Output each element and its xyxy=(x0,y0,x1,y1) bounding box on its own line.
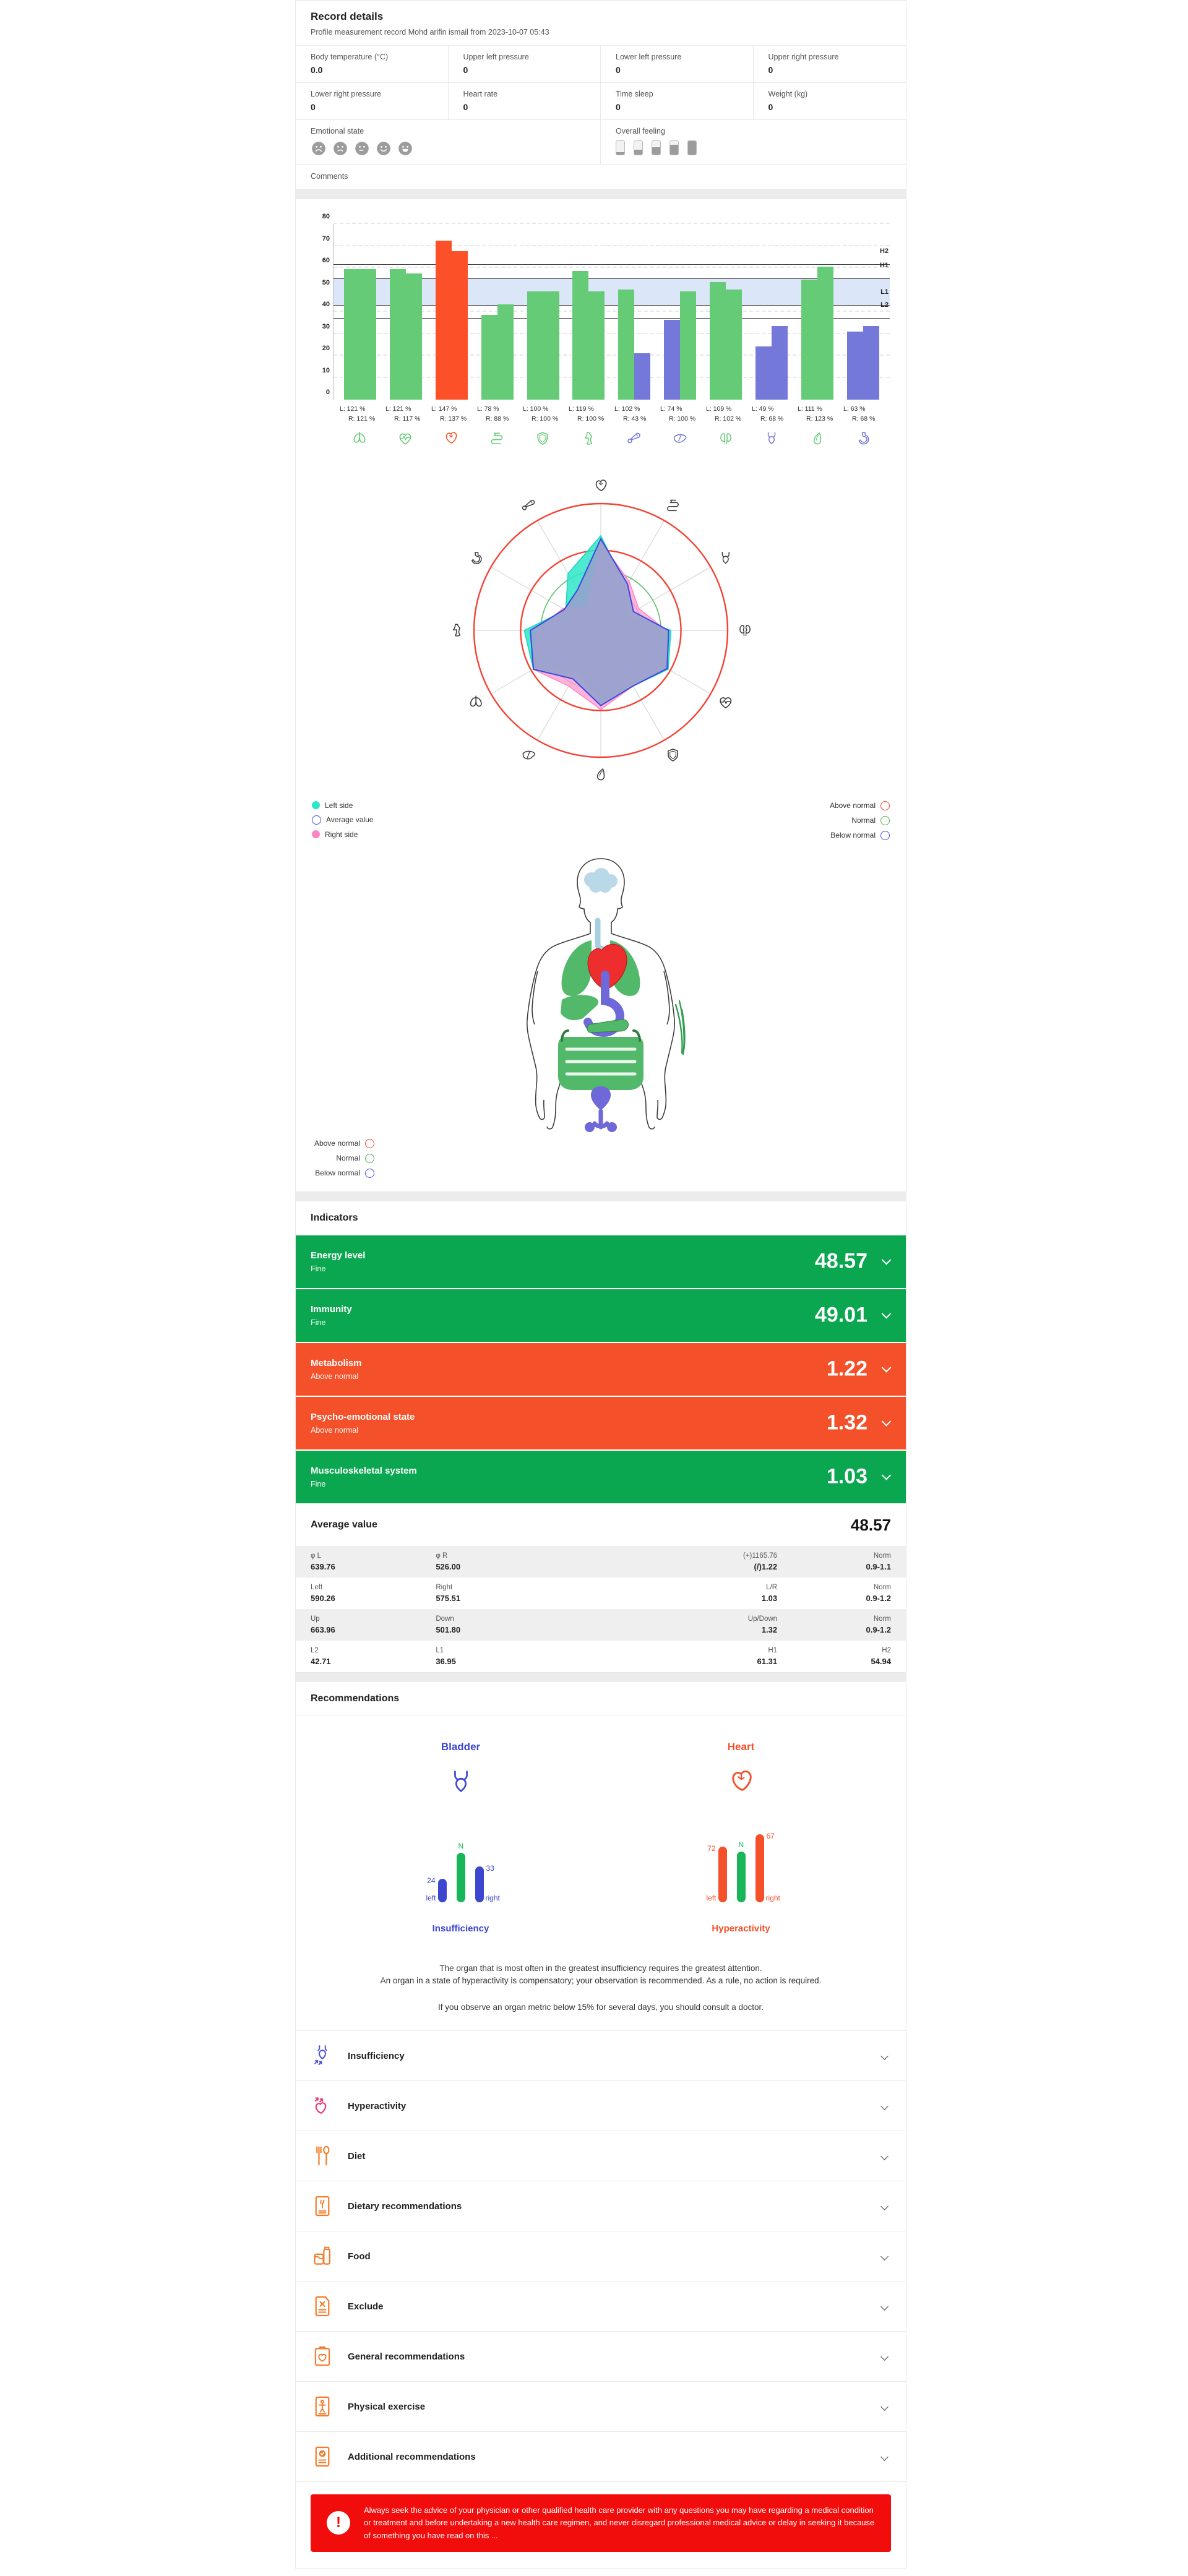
body-legend-item: Normal xyxy=(312,1154,890,1163)
table-cell: φ R 526.00 xyxy=(436,1552,461,1571)
record-field[interactable] xyxy=(449,46,601,83)
exclude-icon xyxy=(311,2295,334,2318)
legend-item: Left side xyxy=(312,801,374,810)
y-tick: 40 xyxy=(322,301,330,308)
chevron-down-icon[interactable] xyxy=(882,1309,892,1319)
bar-right[interactable] xyxy=(497,304,514,400)
throat-icon xyxy=(454,624,460,636)
organ-mini-chart: 72 left N 67 right xyxy=(706,1831,780,1902)
average-table xyxy=(296,1546,906,1672)
overall-feeling-label: Overall feeling xyxy=(616,127,665,135)
bar-pair-bladder[interactable] xyxy=(755,326,788,400)
bar-label: L: 119 % R: 100 % xyxy=(569,405,605,423)
radar-legend xyxy=(296,791,906,845)
diet-icon xyxy=(311,2144,334,2168)
chevron-down-icon[interactable] xyxy=(880,2202,889,2210)
bar-left[interactable] xyxy=(847,332,863,400)
table-cell: (+)1165.76 (/)1.22 xyxy=(742,1552,778,1571)
lungs-icon xyxy=(471,696,481,706)
table-row xyxy=(296,1578,906,1609)
field-value: 0 xyxy=(463,65,468,75)
field-label: Heart rate xyxy=(463,90,498,98)
chevron-down-icon[interactable] xyxy=(880,2403,889,2411)
bar-pair-shield[interactable] xyxy=(527,291,559,400)
emotional-state-cell xyxy=(296,120,601,164)
indicators-title: Indicators xyxy=(296,1201,906,1235)
table-cell: Norm 0.9-1.2 xyxy=(866,1583,891,1603)
field-value: 0 xyxy=(311,102,316,112)
face-sad-icon[interactable] xyxy=(332,140,348,157)
bar-pair-gallbladder[interactable] xyxy=(801,267,833,400)
y-tick: 10 xyxy=(322,366,330,374)
average-value-number: 48.57 xyxy=(850,1515,891,1534)
bar-right[interactable] xyxy=(543,291,559,400)
chevron-down-icon[interactable] xyxy=(882,1417,892,1427)
radar-legend-left xyxy=(312,801,374,840)
bar-right[interactable] xyxy=(452,251,468,400)
radar-average-polygon xyxy=(530,539,669,705)
table-row xyxy=(296,1546,906,1578)
body-legend-item: Below normal xyxy=(312,1169,890,1178)
recommendations-card xyxy=(295,1681,906,2569)
exercise-icon xyxy=(311,2395,334,2418)
bar-pair-throat[interactable] xyxy=(572,271,605,400)
bar-pair-pancreas[interactable] xyxy=(618,290,650,400)
bar-left[interactable] xyxy=(344,269,360,400)
bar-chart-plot xyxy=(322,213,890,400)
chevron-down-icon[interactable] xyxy=(882,1363,892,1373)
field-value: 0.0 xyxy=(311,65,323,75)
field-value: 0 xyxy=(616,102,621,112)
record-field[interactable] xyxy=(754,83,906,120)
record-field[interactable] xyxy=(449,83,601,120)
body-diagram-svg xyxy=(468,854,734,1135)
exclamation-icon: ! xyxy=(327,2511,350,2535)
table-cell: Norm 0.9-1.2 xyxy=(866,1615,891,1634)
indicator-row-metabolism[interactable]: Metabolism Above normal 1.22 xyxy=(296,1343,906,1397)
record-field[interactable] xyxy=(296,46,449,83)
table-cell: L/R 1.03 xyxy=(761,1583,778,1603)
bar-left[interactable] xyxy=(527,291,543,400)
food-icon xyxy=(311,2244,334,2268)
bladder-icon xyxy=(447,1768,475,1797)
bar-pair-kidneys[interactable] xyxy=(710,282,742,400)
field-value: 0 xyxy=(768,65,773,75)
charts-card xyxy=(295,199,906,1192)
field-value: 0 xyxy=(463,102,468,112)
radar-legend-right xyxy=(830,801,890,840)
record-field[interactable] xyxy=(601,83,754,120)
organ-icon-cell[interactable] xyxy=(798,431,837,450)
kidneys-icon xyxy=(740,625,750,635)
bar-pair-lungs[interactable] xyxy=(344,269,376,400)
indicator-rows xyxy=(296,1235,906,1505)
bar-label: L: 74 % R: 100 % xyxy=(660,405,696,423)
intestine-icon xyxy=(489,431,505,447)
threshold-label-H2: H2 xyxy=(879,247,889,255)
kidneys-icon xyxy=(718,431,734,447)
chevron-down-icon[interactable] xyxy=(880,2252,889,2260)
radar-svg xyxy=(440,470,762,791)
bar-pair-heart[interactable] xyxy=(436,241,468,400)
pancreas-icon xyxy=(523,500,535,509)
bar-right[interactable] xyxy=(634,353,650,400)
bar-left[interactable] xyxy=(710,282,726,400)
indicators-card xyxy=(295,1201,906,1673)
organ-recommendations xyxy=(296,1716,906,1940)
bar-label: L: 121 % R: 117 % xyxy=(385,405,421,423)
chevron-down-icon[interactable] xyxy=(880,2353,889,2361)
table-cell: Left 590.26 xyxy=(311,1583,335,1603)
organ-icon-cell[interactable] xyxy=(477,431,517,450)
y-tick: 20 xyxy=(322,345,330,352)
organ-icon-cell[interactable] xyxy=(569,431,608,450)
face-neutral-icon[interactable] xyxy=(354,140,370,157)
y-tick: 80 xyxy=(322,213,330,220)
emotional-state-faces xyxy=(311,140,585,157)
disclaimer-text: Always seek the advice of your physician or other qualified health care provider with any questions you may have regarding a medical condition or treatment and before undertaking a new health care regimen, and never disregard professional medical advice or delay in seeking it because of something you have read on this ... xyxy=(364,2505,875,2540)
record-subtitle: Profile measurement record Mohd arifin ismail from 2023-10-07 05:43 xyxy=(311,28,549,36)
bar-right[interactable] xyxy=(863,326,879,400)
bar-left[interactable] xyxy=(664,320,680,400)
organ-icon-cell[interactable] xyxy=(752,431,791,450)
bar-left[interactable] xyxy=(436,241,452,400)
bar-right[interactable] xyxy=(588,291,605,400)
bar-label: L: 111 % R: 123 % xyxy=(798,405,833,423)
bar-pair-heart-pulse[interactable] xyxy=(390,269,422,400)
radar-chart xyxy=(296,470,906,791)
table-cell: Up 663.96 xyxy=(311,1615,335,1634)
field-label: Body temperature (°C) xyxy=(311,53,389,61)
bar-pair-stomach[interactable] xyxy=(847,326,879,400)
record-details-card xyxy=(295,0,906,190)
table-row xyxy=(296,1609,906,1641)
record-field[interactable] xyxy=(601,46,754,83)
table-cell: Down 501.80 xyxy=(436,1615,461,1634)
bar-label: L: 147 % R: 137 % xyxy=(431,405,467,423)
legend-item: Below normal xyxy=(830,831,890,840)
record-field[interactable] xyxy=(754,46,906,83)
field-label: Weight (kg) xyxy=(768,90,808,98)
indicator-row-psycho-emotional-state[interactable]: Psycho-emotional state Above normal 1.32 xyxy=(296,1397,906,1451)
bar-left[interactable] xyxy=(801,280,817,400)
record-details-header xyxy=(296,1,906,46)
field-label: Lower right pressure xyxy=(311,90,381,98)
bar-right[interactable] xyxy=(772,326,788,400)
field-label: Upper right pressure xyxy=(768,53,839,61)
note-line-2: An organ in a state of hyperactivity is compensatory; your observation is recommended. As a rule, no action is required. xyxy=(380,1976,822,1986)
battery-icon[interactable] xyxy=(669,140,679,155)
bar-pair-liver[interactable] xyxy=(664,291,696,400)
legend-item: Above normal xyxy=(830,801,890,810)
heart-pulse-icon xyxy=(397,431,413,447)
recommendation-notes xyxy=(296,1940,906,2031)
accordion-item-food[interactable]: Food xyxy=(296,2231,906,2282)
y-tick: 30 xyxy=(322,322,330,330)
field-label: Lower left pressure xyxy=(616,53,682,61)
accordion-item-general[interactable]: General recommendations xyxy=(296,2332,906,2382)
hyperactivity-icon xyxy=(311,2094,334,2118)
average-value-header xyxy=(296,1505,906,1546)
chevron-down-icon[interactable] xyxy=(880,2102,889,2110)
bar-chart xyxy=(296,199,906,453)
bar-label: L: 78 % R: 88 % xyxy=(477,405,509,423)
battery-icon[interactable] xyxy=(652,140,661,155)
organ-icon-cell[interactable] xyxy=(614,431,654,450)
y-tick: 60 xyxy=(322,257,330,264)
overall-feeling-batteries xyxy=(616,140,891,155)
bar-left[interactable] xyxy=(390,269,406,400)
accordion-item-exclude[interactable]: Exclude xyxy=(296,2282,906,2332)
intestine-icon xyxy=(668,500,678,510)
shield-icon xyxy=(668,749,678,761)
stomach-icon xyxy=(855,431,871,447)
accordion-item-insufficiency[interactable]: Insufficiency xyxy=(296,2031,906,2081)
battery-icon[interactable] xyxy=(616,140,625,155)
shield-icon xyxy=(535,431,551,447)
threshold-label-L1: L1 xyxy=(880,288,889,296)
gallbladder-icon xyxy=(809,431,825,447)
chevron-down-icon[interactable] xyxy=(882,1255,892,1265)
overall-feeling-cell xyxy=(601,120,906,164)
table-cell: H1 61.31 xyxy=(757,1646,778,1666)
record-field[interactable] xyxy=(296,83,449,120)
body-diagram xyxy=(296,854,906,1135)
legend-item: Average value xyxy=(312,815,374,825)
bar-label: L: 109 % R: 102 % xyxy=(706,405,742,423)
bar-right[interactable] xyxy=(726,290,742,400)
accordion-item-additional[interactable]: Additional recommendations xyxy=(296,2432,906,2482)
chevron-down-icon[interactable] xyxy=(880,2453,889,2461)
pancreas-icon xyxy=(626,431,642,447)
bladder-icon xyxy=(764,431,780,447)
table-cell: φ L 639.76 xyxy=(311,1552,335,1571)
bar-left[interactable] xyxy=(755,346,772,400)
bar-left[interactable] xyxy=(572,271,588,400)
table-cell: Norm 0.9-1.1 xyxy=(866,1552,891,1571)
table-cell: H2 54.94 xyxy=(871,1646,891,1666)
bar-left[interactable] xyxy=(618,290,634,400)
accordion-item-dietary[interactable]: Dietary recommendations xyxy=(296,2181,906,2231)
organ-icon-cell[interactable] xyxy=(706,431,746,450)
bar-right[interactable] xyxy=(680,291,696,400)
bar-label: L: 63 % R: 68 % xyxy=(843,405,876,423)
bar-chart-organ-icons xyxy=(333,424,890,453)
legend-item: Normal xyxy=(830,816,890,825)
organ-icon-cell[interactable] xyxy=(523,431,562,450)
indicator-row-energy-level[interactable]: Energy level Fine 48.57 xyxy=(296,1235,906,1289)
note-line-3: If you observe an organ metric below 15% for several days, you should consult a doctor. xyxy=(437,2003,764,2012)
body-legend xyxy=(296,1135,906,1191)
heart-icon xyxy=(727,1768,755,1797)
battery-icon[interactable] xyxy=(687,140,697,155)
face-happy-icon[interactable] xyxy=(397,140,413,157)
organ-icon-cell[interactable] xyxy=(843,431,883,450)
organ-card-heart: Heart 72 left N 67 right Hyperactivity xyxy=(706,1740,780,1934)
bar-label: L: 121 % R: 121 % xyxy=(340,405,376,423)
heart-icon xyxy=(596,480,606,491)
chevron-down-icon[interactable] xyxy=(880,2052,889,2060)
chevron-down-icon[interactable] xyxy=(880,2152,889,2160)
accordion-item-diet[interactable]: Diet xyxy=(296,2131,906,2181)
recommendations-title: Recommendations xyxy=(296,1682,906,1716)
indicator-row-immunity[interactable]: Immunity Fine 49.01 xyxy=(296,1289,906,1343)
insufficiency-icon xyxy=(311,2044,334,2067)
organ-mini-chart: 24 left N 33 right xyxy=(426,1841,500,1902)
organ-card-bladder: Bladder 24 left N 33 right Insufficiency xyxy=(426,1740,500,1934)
note-line-1: The organ that is most often in the greatest insufficiency requires the greatest attention. xyxy=(439,1963,762,1973)
throat-icon xyxy=(580,431,596,447)
indicator-row-musculoskeletal-system[interactable]: Musculoskeletal system Fine 1.03 xyxy=(296,1451,906,1505)
field-value: 0 xyxy=(616,65,621,75)
face-very-sad-icon[interactable] xyxy=(311,140,327,157)
y-tick: 50 xyxy=(322,278,330,286)
y-tick: 0 xyxy=(325,389,330,396)
record-state-row xyxy=(296,120,906,165)
main-column xyxy=(295,0,906,2569)
bladder-icon xyxy=(722,552,729,563)
heart-icon xyxy=(443,431,459,447)
chevron-down-icon[interactable] xyxy=(882,1470,892,1480)
y-tick: 70 xyxy=(322,234,330,243)
bar-right[interactable] xyxy=(360,269,376,400)
field-value: 0 xyxy=(768,102,773,112)
organ-icon-cell[interactable] xyxy=(431,431,471,450)
field-label: Upper left pressure xyxy=(463,53,529,61)
emotional-state-label: Emotional state xyxy=(311,127,364,135)
bar-right[interactable] xyxy=(817,267,833,400)
organ-icon-cell[interactable] xyxy=(385,431,425,450)
comments-label[interactable]: Comments xyxy=(311,172,348,181)
table-row xyxy=(296,1641,906,1672)
bar-right[interactable] xyxy=(406,273,422,400)
organ-icon-cell[interactable] xyxy=(660,431,700,450)
gallbladder-icon xyxy=(598,768,605,779)
liver-icon xyxy=(523,751,535,758)
page-title: Record details xyxy=(311,11,384,22)
table-cell: L1 36.95 xyxy=(436,1646,456,1666)
body-legend-item: Above normal xyxy=(312,1139,890,1148)
average-value-label: Average value xyxy=(311,1519,377,1530)
bar-chart-labels xyxy=(333,400,890,424)
heart-pulse-icon xyxy=(720,697,731,707)
disclaimer-banner xyxy=(311,2494,891,2551)
lungs-icon xyxy=(351,431,368,447)
stomach-icon xyxy=(472,552,481,563)
accordion-item-exercise[interactable]: Physical exercise xyxy=(296,2382,906,2432)
table-cell: L2 42.71 xyxy=(311,1646,331,1666)
table-cell: Up/Down 1.32 xyxy=(747,1615,778,1634)
table-cell: Right 575.51 xyxy=(436,1583,461,1603)
record-fields-grid xyxy=(296,46,906,120)
battery-icon[interactable] xyxy=(634,140,643,155)
general-icon xyxy=(311,2345,334,2368)
bar-pair-intestine[interactable] xyxy=(481,304,514,400)
field-label: Time sleep xyxy=(616,90,653,98)
organ-icon-cell[interactable] xyxy=(340,431,379,450)
accordion-list xyxy=(296,2030,906,2482)
face-smile-icon[interactable] xyxy=(376,140,392,157)
liver-icon xyxy=(672,431,688,447)
bar-label: L: 100 % R: 100 % xyxy=(523,405,559,423)
bar-label: L: 102 % R: 43 % xyxy=(614,405,647,423)
threshold-label-H1: H1 xyxy=(879,261,889,269)
legend-item: Right side xyxy=(312,830,374,839)
additional-icon xyxy=(311,2445,334,2468)
threshold-label-L2: L2 xyxy=(880,301,889,309)
dietary-icon xyxy=(311,2194,334,2218)
bar-label: L: 49 % R: 68 % xyxy=(752,405,784,423)
brain-shape xyxy=(584,868,618,893)
bar-left[interactable] xyxy=(481,315,497,400)
chevron-down-icon[interactable] xyxy=(880,2303,889,2311)
accordion-item-hyperactivity[interactable]: Hyperactivity xyxy=(296,2081,906,2131)
